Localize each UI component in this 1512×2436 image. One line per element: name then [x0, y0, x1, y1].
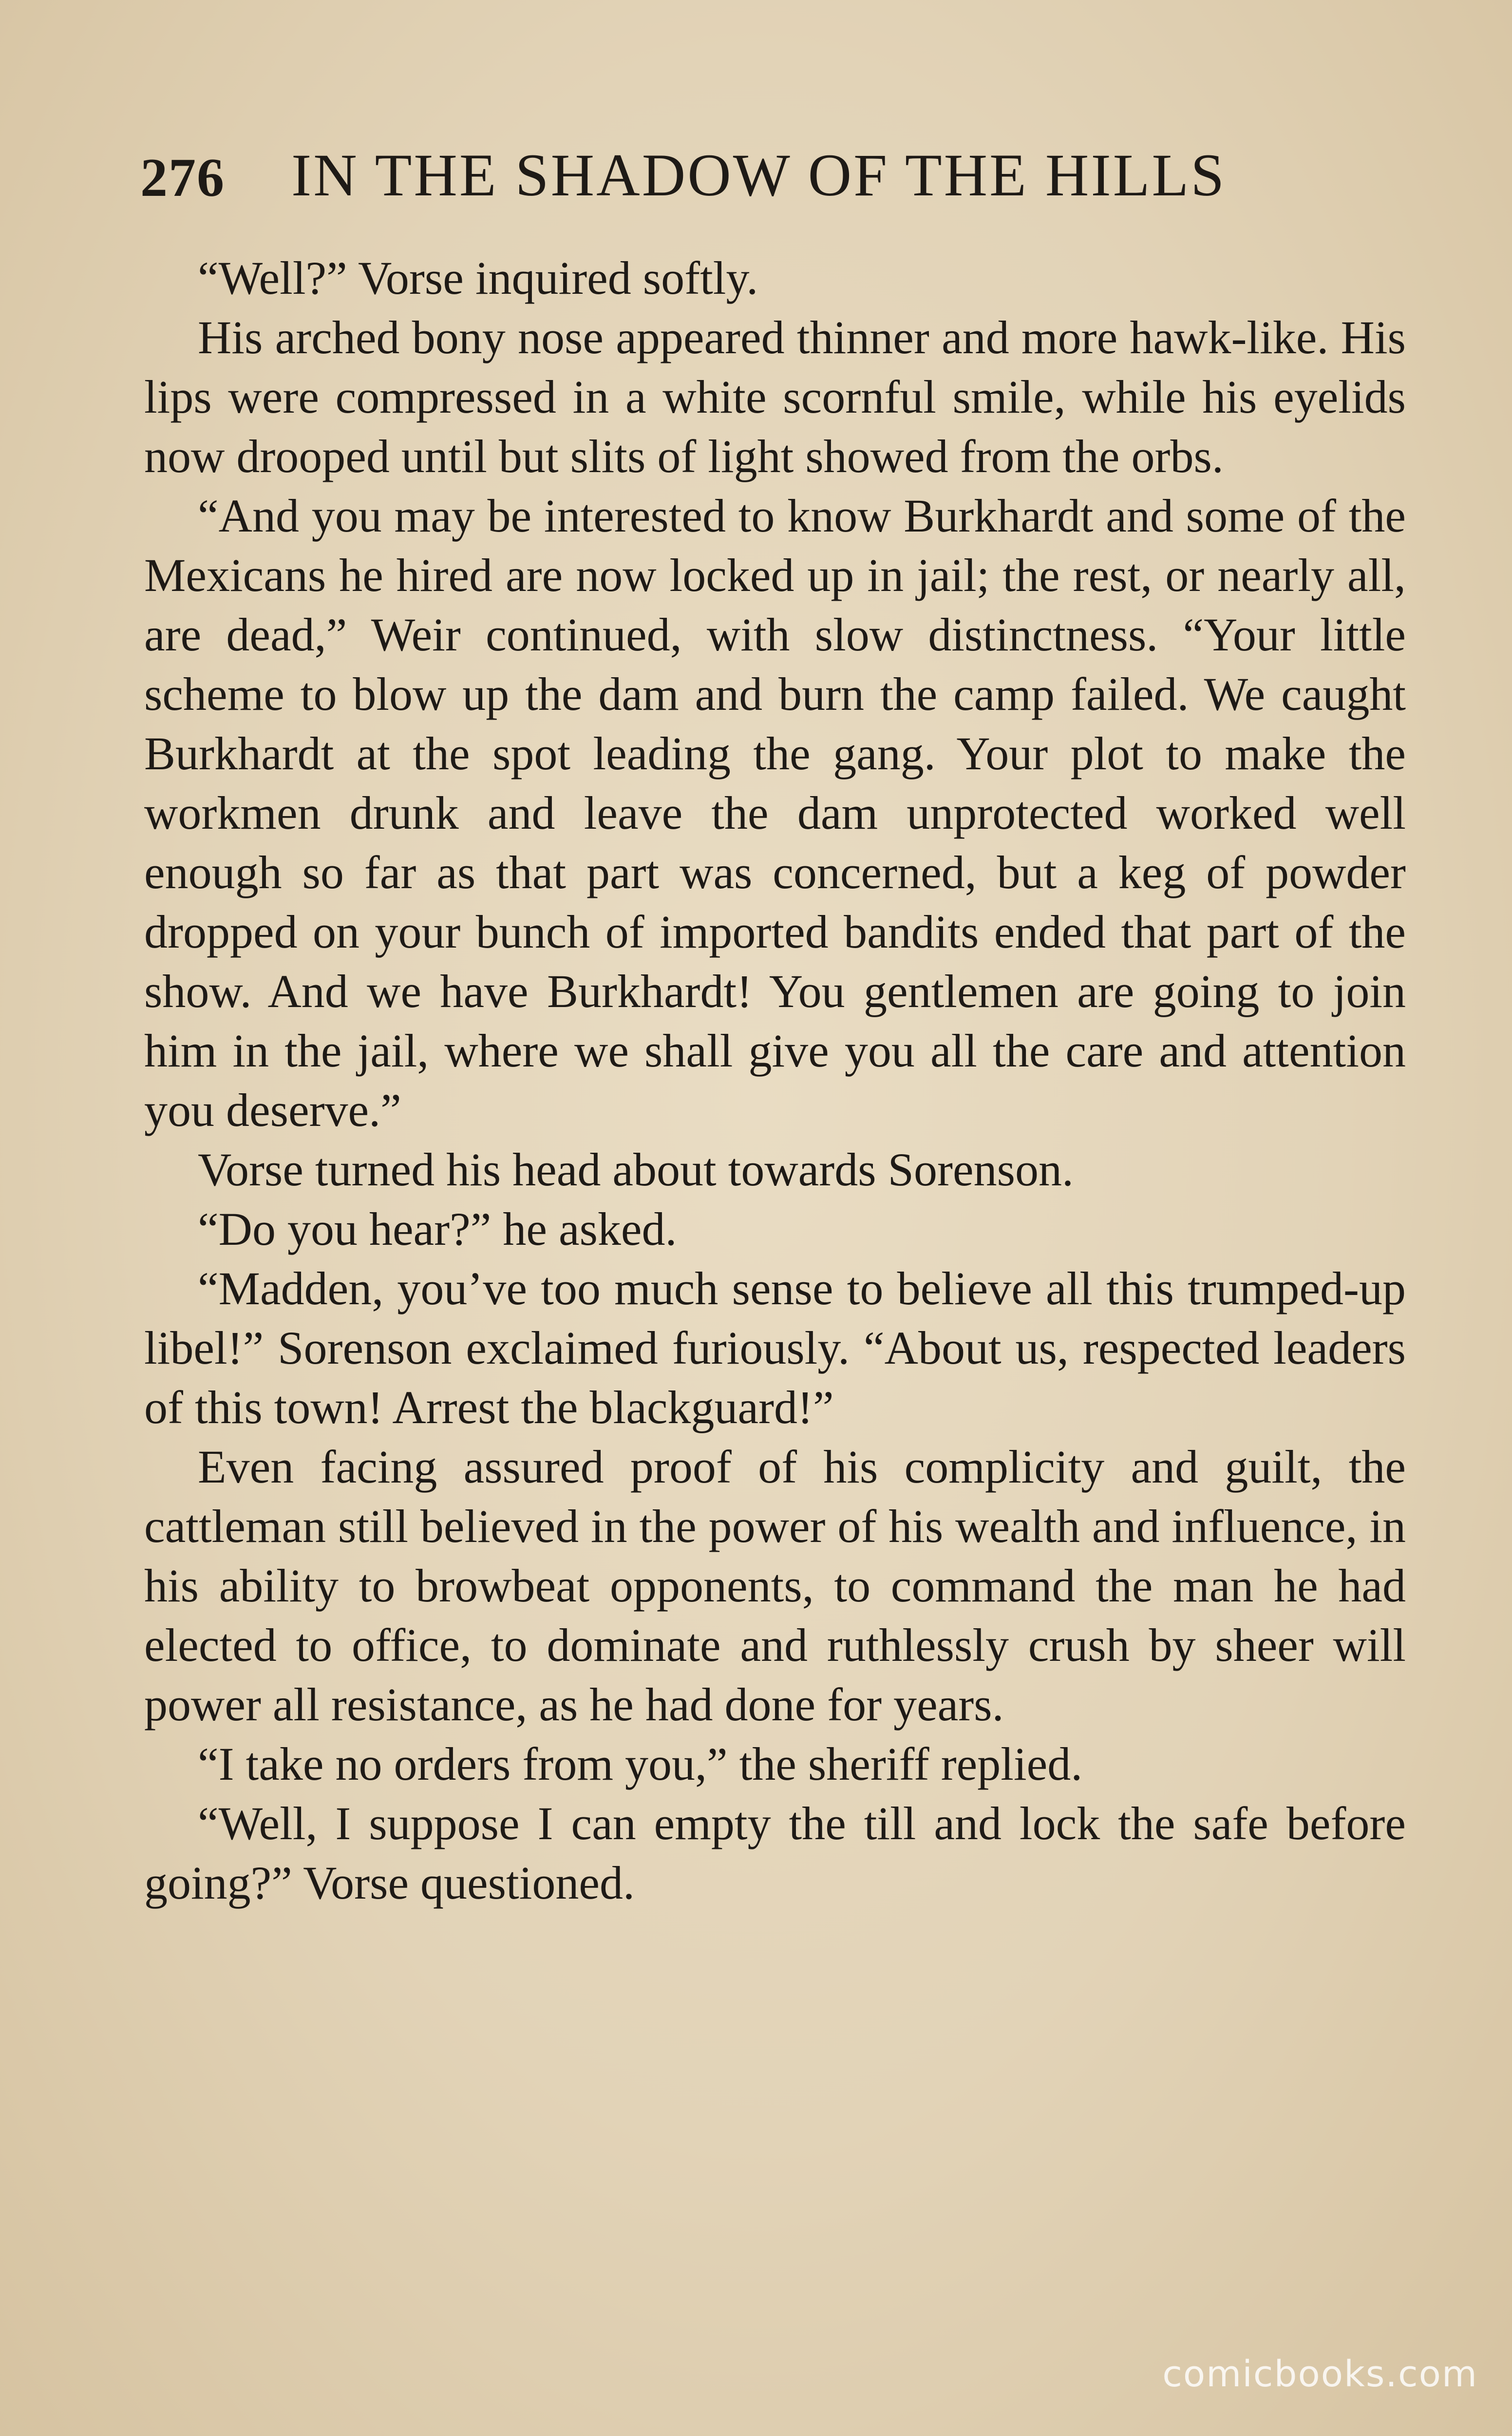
watermark: comicbooks.com	[1162, 2353, 1478, 2395]
paragraph: His arched bony nose appeared thinner and more hawk-like. His lips were compressed in a white scornful smile, while his eyelids now drooped until but slits of light showed from the orbs.	[144, 311, 1406, 482]
paragraph: “Well?” Vorse inquired softly.	[198, 252, 758, 304]
paragraph: “I take no orders from you,” the sheriff replied.	[198, 1738, 1083, 1790]
paragraph: “Do you hear?” he asked.	[198, 1203, 677, 1255]
paragraph: Even facing assured proof of his complicity and guilt, the cattleman still believed in the power of his wealth and influence, in his ability to browbeat opponents, to command the man he had elected to office, to dominate and ruthlessly crush by sheer will power all resistance, as he had done for years.	[144, 1441, 1406, 1731]
paragraph: “Madden, you’ve too much sense to believe all this trumped-up libel!” Sorenson exclaimed furiously. “About us, respected leaders of this town! Arrest the blackguard!”	[144, 1262, 1406, 1433]
page-number: 276	[140, 148, 225, 208]
paragraph: “Well, I suppose I can empty the till and lock the safe before going?” Vorse questioned.	[144, 1797, 1406, 1909]
paragraph: Vorse turned his head about towards Sorenson.	[198, 1143, 1074, 1196]
body-text	[144, 248, 1406, 1913]
page-header	[140, 141, 1407, 214]
running-title: IN THE SHADOW OF THE HILLS	[291, 142, 1227, 209]
paragraph: “And you may be interested to know Burkhardt and some of the Mexicans he hired are now locked up in jail; the rest, or nearly all, are dead,” Weir continued, with slow distinctness. “Your little scheme to blow up the dam and burn the camp failed. We caught Burkhardt at the spot leading the gang. Your plot to make the workmen drunk and leave the dam unprotected worked well enough so far as that part was concerned, but a keg of powder dropped on your bunch of imported bandits ended that part of the show. And we have Burkhardt! You gentlemen are going to join him in the jail, where we shall give you all the care and attention you deserve.”	[144, 490, 1406, 1136]
